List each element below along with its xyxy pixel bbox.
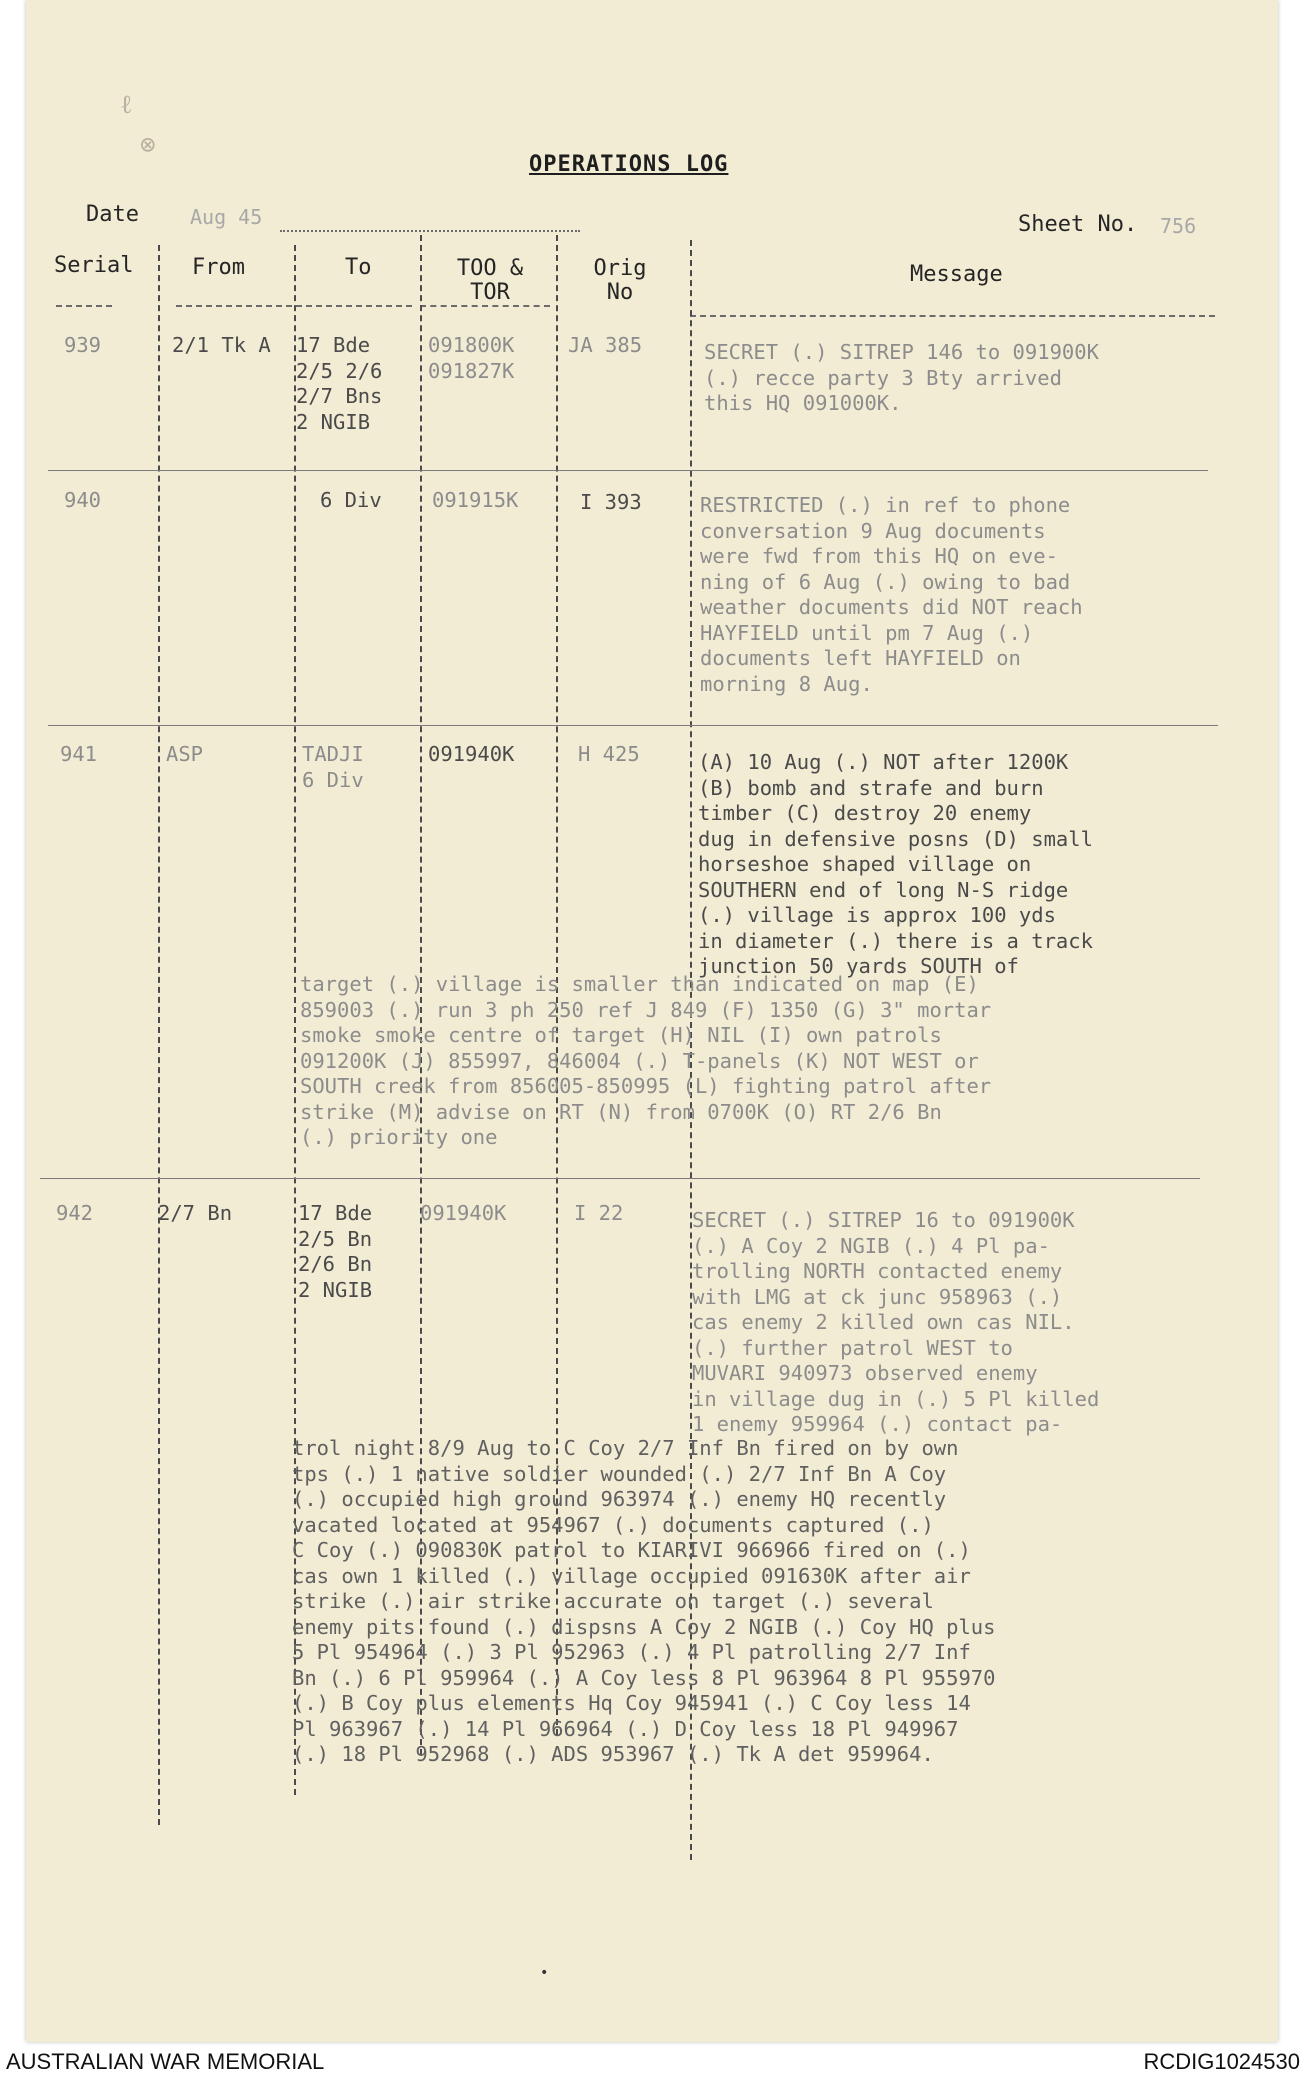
- column-rule: [158, 245, 160, 1825]
- date-label: Date: [86, 202, 139, 227]
- row-separator: [40, 1178, 1200, 1179]
- header-underline: [690, 315, 1215, 317]
- column-header-message: Message: [910, 262, 1003, 287]
- orig-no-cell: I 393: [580, 490, 642, 514]
- too-tor-cell: 091940K: [428, 742, 515, 766]
- header-top-rule: [280, 230, 580, 232]
- serial-cell: 940: [64, 488, 102, 512]
- from-cell: ASP: [166, 742, 204, 766]
- row-separator: [48, 725, 1218, 726]
- column-header-to: To: [345, 255, 372, 280]
- from-cell: 2/1 Tk A: [172, 333, 271, 357]
- column-header-from: From: [192, 255, 245, 280]
- row-separator: [48, 470, 1208, 471]
- header-underline: [56, 305, 112, 307]
- pencil-mark: ⊗: [140, 130, 156, 160]
- column-header-serial: Serial: [54, 253, 134, 278]
- sheet-label: Sheet No.: [1018, 212, 1138, 237]
- serial-cell: 939: [64, 333, 102, 357]
- too-tor-cell: 091915K: [432, 488, 519, 512]
- serial-cell: 941: [60, 742, 98, 766]
- footer-record-id: RCDIG1024530: [1143, 2049, 1300, 2074]
- paper-mark: •: [540, 1965, 549, 1981]
- orig-no-cell: H 425: [578, 742, 640, 766]
- from-cell: 2/7 Bn: [158, 1201, 233, 1225]
- message-cell: SECRET (.) SITREP 16 to 091900K (.) A Coy 2 NGIB (.) 4 Pl pa- trolling NORTH contacted enemy with LMG at ck junc 958963 (.) cas enemy 2 killed own cas NIL. (.) further patrol WEST to MUVARI 940973 observed enemy in village dug in (.) 5 Pl killed 1 enemy 959964 (.) contact pa-: [692, 1208, 1100, 1436]
- message-cell: SECRET (.) SITREP 146 to 091900K (.) recce party 3 Bty arrived this HQ 091000K.: [704, 340, 1099, 415]
- pencil-mark: ℓ: [120, 90, 133, 120]
- date-value: Aug 45: [190, 205, 263, 229]
- to-cell: 17 Bde 2/5 2/6 2/7 Bns 2 NGIB: [296, 333, 383, 434]
- footer-institution: AUSTRALIAN WAR MEMORIAL: [6, 2049, 325, 2074]
- column-header-orig-no: Orig No: [593, 256, 647, 305]
- page-title: OPERATIONS LOG: [529, 152, 729, 177]
- column-header-too-tor: TOO & TOR: [456, 256, 524, 305]
- to-cell: 17 Bde 2/5 Bn 2/6 Bn 2 NGIB: [298, 1201, 373, 1302]
- to-cell: TADJI 6 Div: [302, 742, 364, 792]
- to-cell: 6 Div: [320, 488, 382, 512]
- message-continuation: trol night 8/9 Aug to C Coy 2/7 Inf Bn fired on by own tps (.) 1 native soldier wounded (.) 2/7 Inf Bn A Coy (.) occupied high ground 963974 (.) enemy HQ recently vacated located at 954967 (.) documents captured (.) C Coy (.) 090830K patrol to KIARIVI 966966 fired on (.) cas own 1 killed (.) village occupied 091630K after air strike (.) air strike accurate on target (.) several enemy pits found (.) dispsns A Coy 2 NGIB (.) Coy HQ plus 5 Pl 954964 (.) 3 Pl 952963 (.) 4 Pl patrolling 2/7 Inf Bn (.) 6 Pl 959964 (.) A Coy less 8 Pl 963964 8 Pl 955970 (.) B Coy plus elements Hq Coy 945941 (.) C Coy less 14 Pl 963967 (.) 14 Pl 966964 (.) D Coy less 18 Pl 949967 (.) 18 Pl 952968 (.) ADS 953967 (.) Tk A det 959964.: [292, 1436, 996, 1766]
- too-tor-cell: 091800K 091827K: [428, 333, 515, 383]
- too-tor-cell: 091940K: [420, 1201, 507, 1225]
- sheet-value: 756: [1160, 214, 1197, 238]
- orig-no-cell: I 22: [574, 1201, 624, 1225]
- header-underline: [420, 305, 550, 307]
- message-cell: RESTRICTED (.) in ref to phone conversation 9 Aug documents were fwd from this HQ on eve- ning of 6 Aug (.) owing to bad weather documents did NOT reach HAYFIELD until pm 7 Aug (.) documents left HAYFIELD on morning 8 Aug.: [700, 493, 1083, 696]
- message-continuation: target (.) village is smaller than indicated on map (E) 859003 (.) run 3 ph 250 ref J 849 (F) 1350 (G) 3" mortar smoke smoke centre of target (H) NIL (I) own patrols 091200K (J) 855997, 846004 (.) T-panels (K) NOT WEST or SOUTH creek from 856005-850995 (L) fighting patrol after strike (M) advise on RT (N) from 0700K (O) RT 2/6 Bn (.) priority one: [300, 972, 992, 1149]
- message-cell: (A) 10 Aug (.) NOT after 1200K (B) bomb and strafe and burn timber (C) destroy 20 enemy dug in defensive posns (D) small horseshoe shaped village on SOUTHERN end of long N-S ridge (.) village is approx 100 yds in diameter (.) there is a track junction 50 yards SOUTH of: [698, 750, 1093, 978]
- orig-no-cell: JA 385: [568, 333, 643, 357]
- serial-cell: 942: [56, 1201, 94, 1225]
